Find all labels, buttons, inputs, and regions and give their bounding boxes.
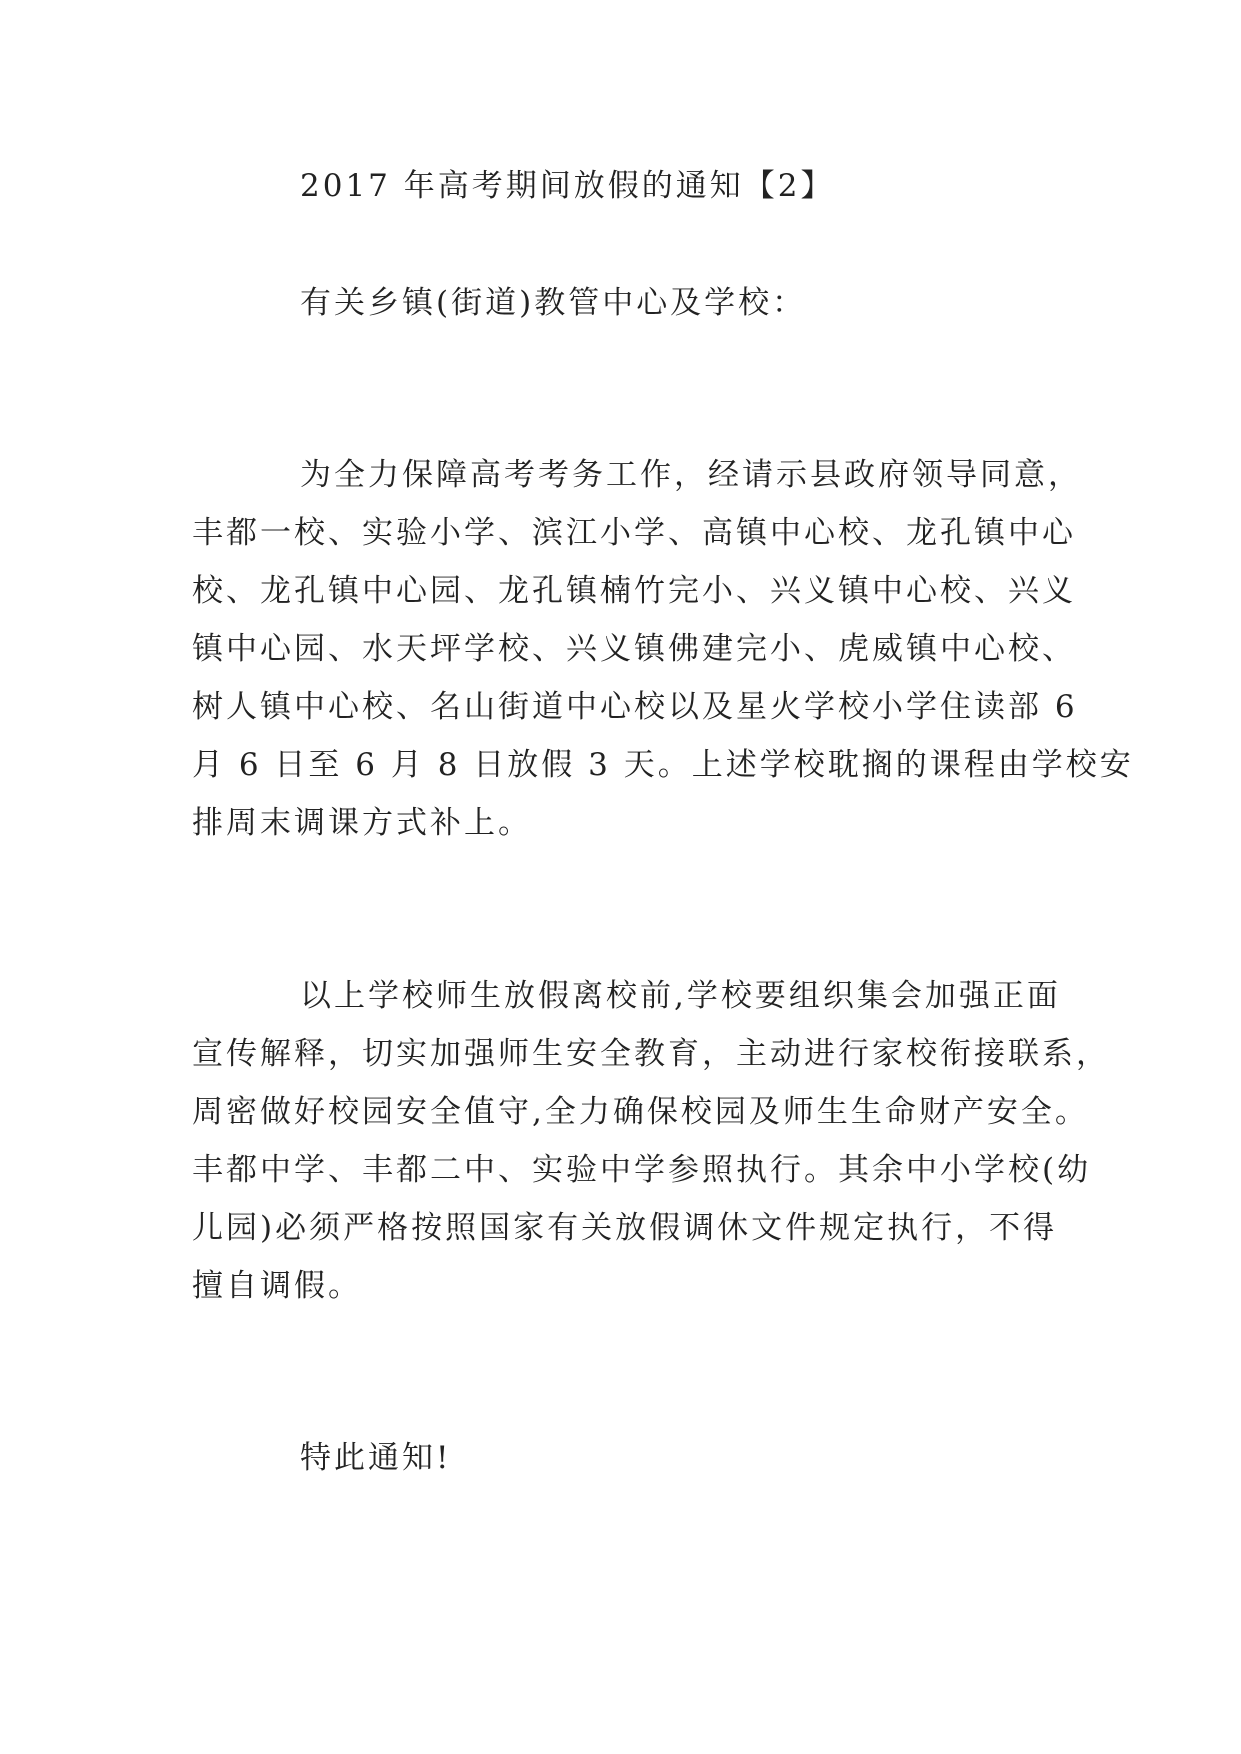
paragraph-line: 镇中心园、水天坪学校、兴义镇佛建完小、虎威镇中心校、 [192,631,1076,667]
closing-line: 特此通知! [300,1440,452,1476]
paragraph-line: 丰都中学、丰都二中、实验中学参照执行。其余中小学校(幼 [192,1152,1092,1188]
paragraph-line: 以上学校师生放假离校前,学校要组织集会加强正面 [300,978,1061,1014]
paragraph-line: 月 6 日至 6 月 8 日放假 3 天。上述学校耽搁的课程由学校安 [192,747,1134,783]
paragraph-line: 周密做好校园安全值守,全力确保校园及师生生命财产安全。 [192,1094,1089,1130]
paragraph-line: 丰都一校、实验小学、滨江小学、高镇中心校、龙孔镇中心 [192,515,1076,551]
greeting-line: 有关乡镇(街道)教管中心及学校： [300,285,807,321]
paragraph-line: 为全力保障高考考务工作，经请示县政府领导同意， [300,457,1082,493]
paragraph-line: 树人镇中心校、名山街道中心校以及星火学校小学住读部 6 [192,689,1078,725]
paragraph-line: 擅自调假。 [192,1268,362,1304]
document-title: 2017 年高考期间放假的通知【2】 [300,168,835,204]
paragraph-line: 宣传解释，切实加强师生安全教育，主动进行家校衔接联系， [192,1036,1110,1072]
paragraph-line: 排周末调课方式补上。 [192,805,532,841]
paragraph-line: 校、龙孔镇中心园、龙孔镇楠竹完小、兴义镇中心校、兴义 [192,573,1076,609]
paragraph-line: 儿园)必须严格按照国家有关放假调休文件规定执行，不得 [192,1210,1058,1246]
